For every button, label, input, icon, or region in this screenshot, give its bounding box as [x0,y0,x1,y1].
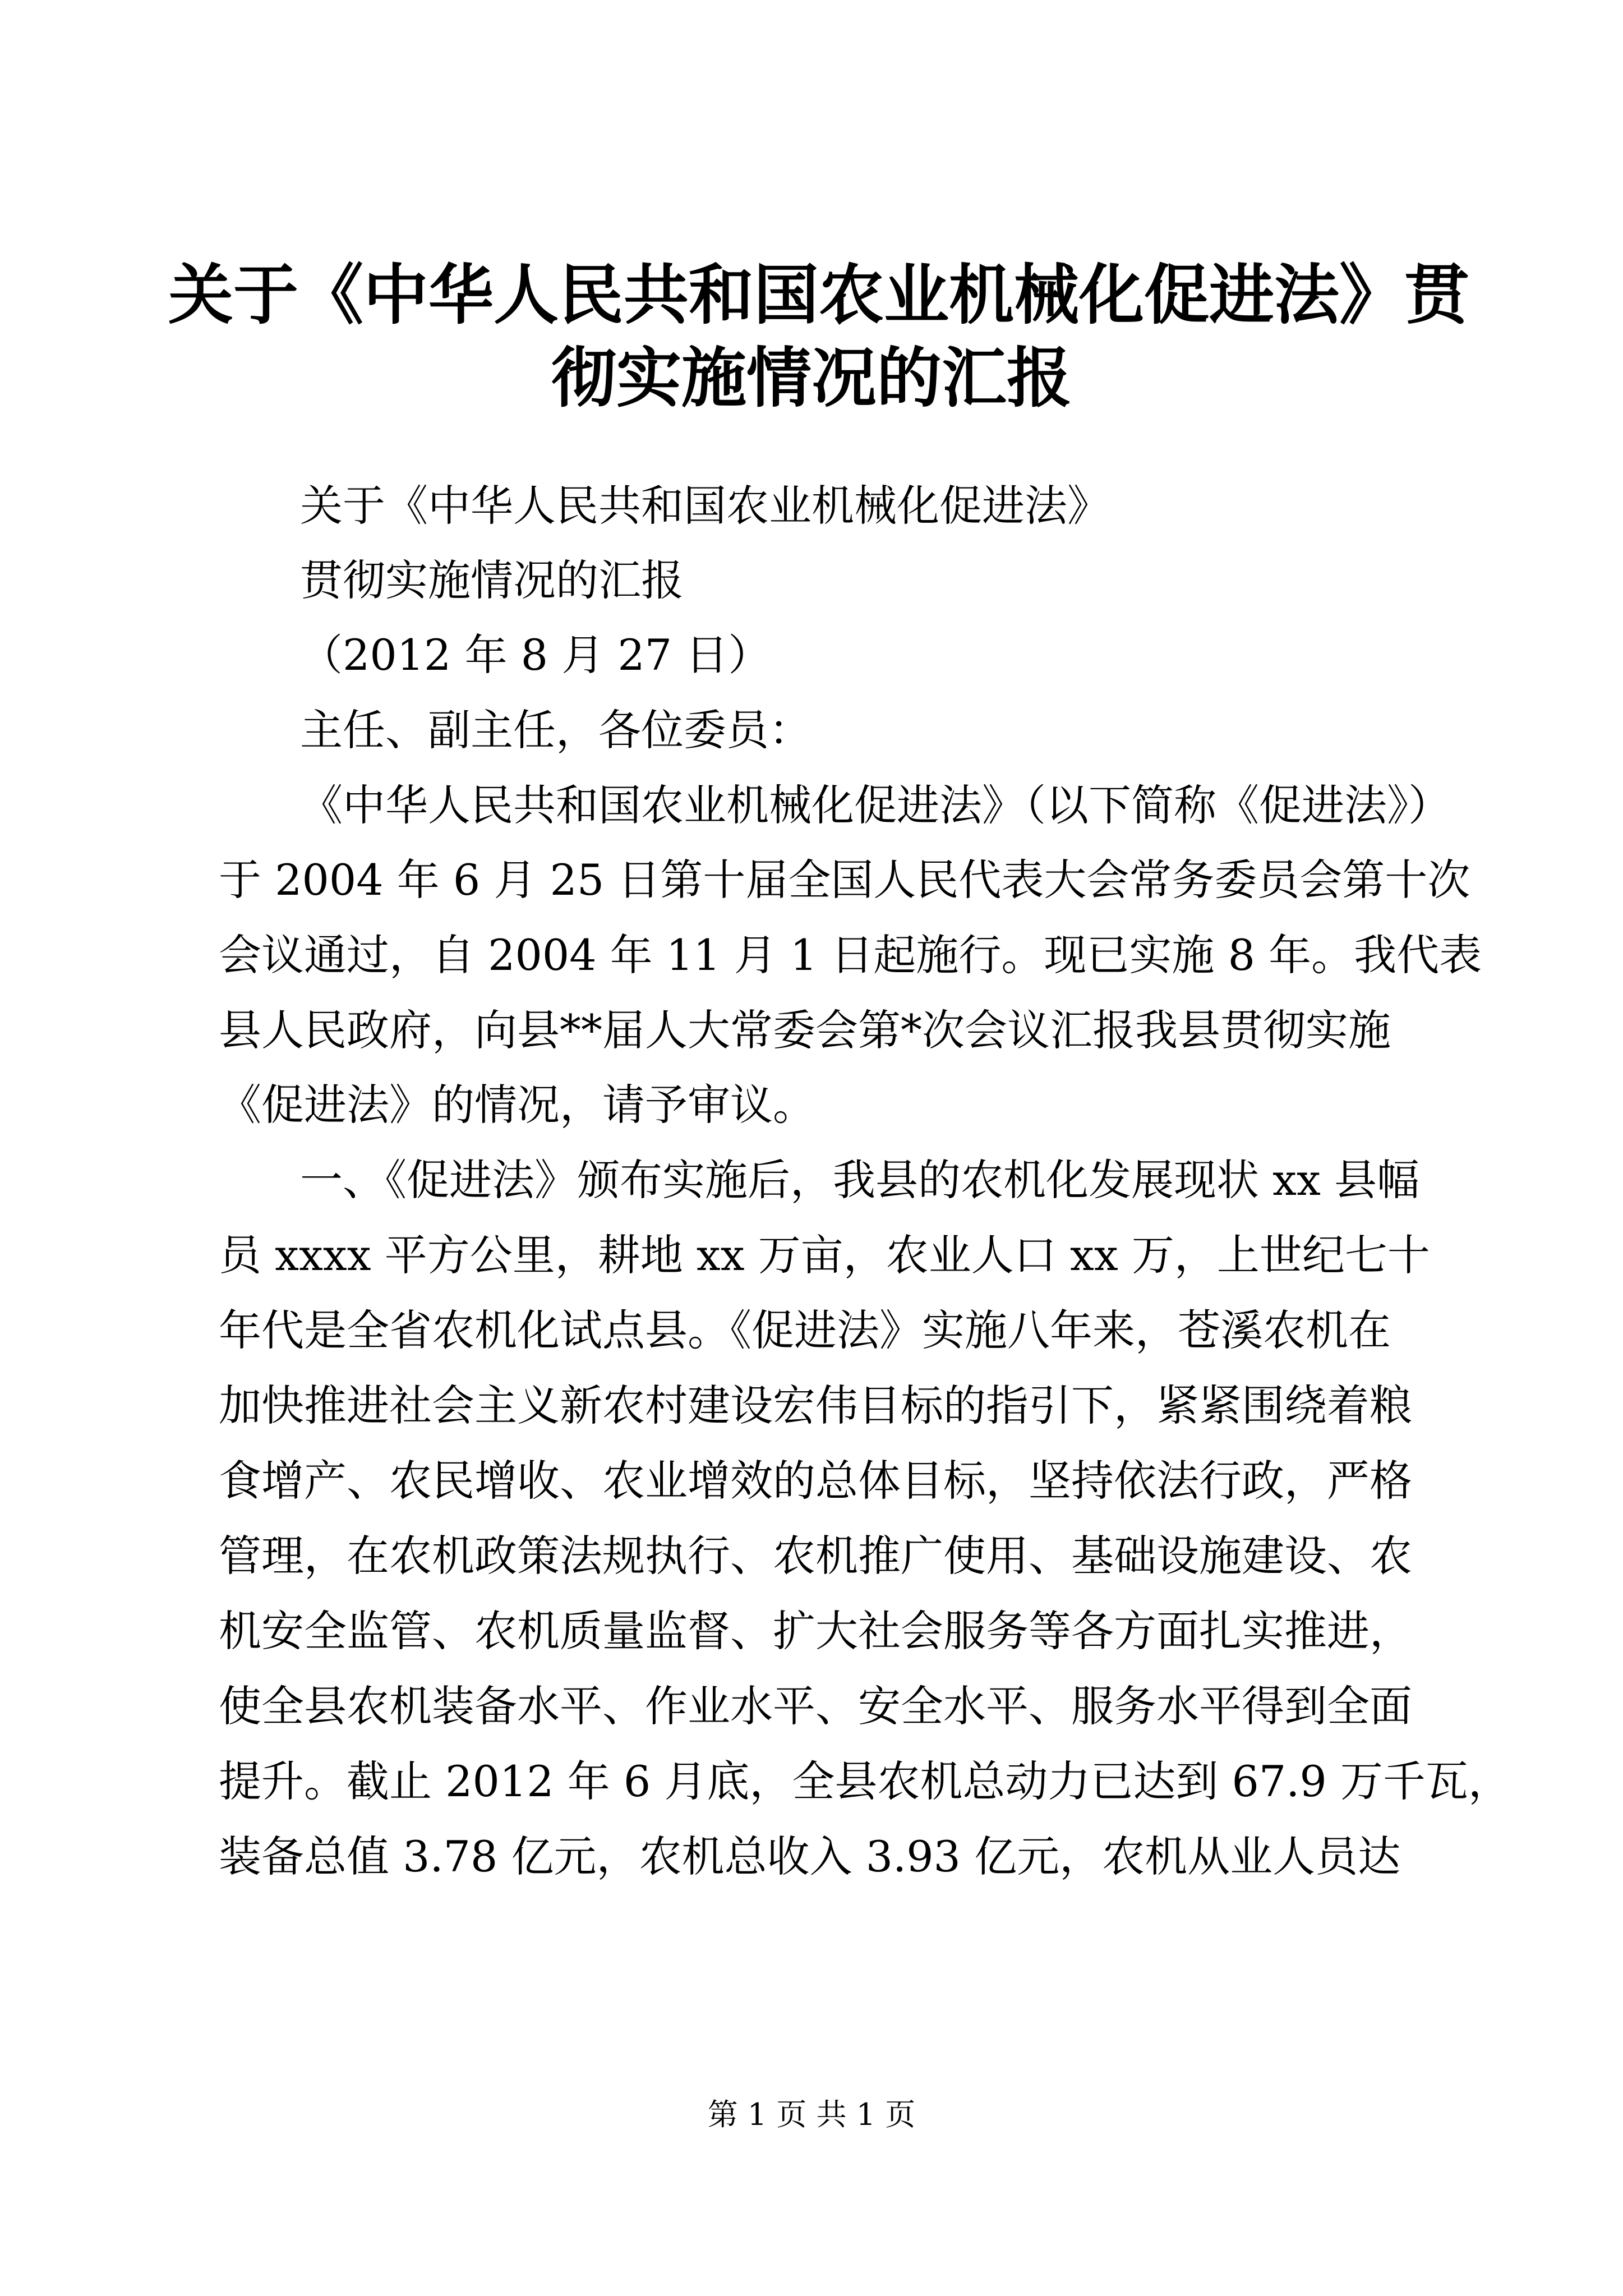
section-one-line: 年代是全省农机化试点县。《促进法》实施八年来，苍溪农机在 [219,1305,1391,1355]
document-title-line-2: 彻实施情况的汇报 [551,341,1072,416]
salutation: 主任、副主任，各位委员： [300,705,811,755]
paragraph-line: 县人民政府，向县**届人大常委会第*次会议汇报我县贯彻实施 [219,1005,1391,1055]
section-one-line: 管理，在农机政策法规执行、农机推广使用、基础设施建设、农 [219,1531,1412,1581]
section-one-line: 机安全监管、农机质量监督、扩大社会服务等各方面扎实推进， [219,1606,1412,1656]
section-one-line: 加快推进社会主义新农村建设宏伟目标的指引下，紧紧围绕着粮 [219,1381,1412,1430]
page-number-footer: 第 1 页 共 1 页 [707,2097,916,2132]
subtitle-line-2: 贯彻实施情况的汇报 [300,555,684,605]
section-one-line: 提升。截止 2012 年 6 月底，全县农机总动力已达到 67.9 万千瓦， [219,1756,1511,1806]
section-one-line: 员 xxxx 平方公里，耕地 xx 万亩，农业人口 xx 万，上世纪七十 [219,1230,1430,1280]
section-one-line: 一、《促进法》颁布实施后，我县的农机化发展现状 xx 县幅 [300,1155,1420,1205]
document-title-line-1: 关于《中华人民共和国农业机械化促进法》贯 [168,257,1469,333]
section-one-line: 使全县农机装备水平、作业水平、安全水平、服务水平得到全面 [219,1681,1412,1731]
subtitle-line-1: 关于《中华人民共和国农业机械化促进法》 [300,481,1110,531]
paragraph-line: 于 2004 年 6 月 25 日第十届全国人民代表大会常务委员会第十次 [219,855,1470,905]
paragraph-line: 《中华人民共和国农业机械化促进法》（以下简称《促进法》） [300,780,1451,830]
section-one-line: 装备总值 3.78 亿元，农机总收入 3.93 亿元，农机从业人员达 [219,1832,1401,1881]
report-date: （2012 年 8 月 27 日） [300,630,771,680]
paragraph-line: 《促进法》的情况，请予审议。 [219,1080,815,1130]
section-one-line: 食增产、农民增收、农业增效的总体目标，坚持依法行政，严格 [219,1456,1412,1506]
paragraph-line: 会议通过，自 2004 年 11 月 1 日起施行。现已实施 8 年。我代表 [219,930,1482,980]
